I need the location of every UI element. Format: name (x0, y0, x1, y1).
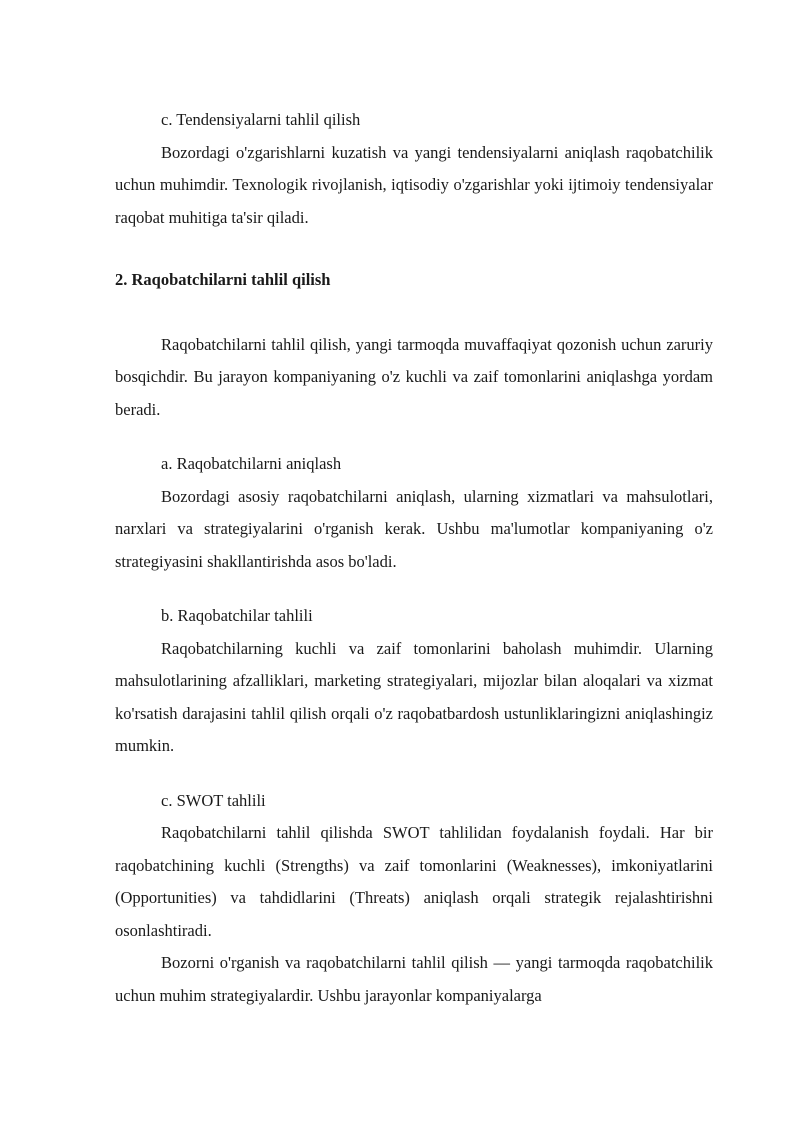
document-page (115, 104, 713, 1012)
subsection-title-analysis: b. Raqobatchilar tahlili (161, 606, 313, 625)
paragraph-identify: Bozordagi asosiy raqobatchilarni aniqlash, ularning xizmatlari va mahsulotlari, narxlari va strategiyalarini o'rganish kerak. Ushbu ma'lumotlar kompaniyaning o'z strategiyasini shakllantirishda asos bo'ladi. (115, 486, 713, 571)
paragraph-analysis: Raqobatchilarning kuchli va zaif tomonlarini baholash muhimdir. Ularning mahsulotlarining afzalliklari, marketing strategiyalari, mijozlar bilan aloqalari va xizmat ko'rsatish darajasini tahlil qilish orqali o'z raqobatbardosh ustunliklaringizni aniqlashingiz mumkin. (115, 638, 713, 755)
paragraph-closing: Bozorni o'rganish va raqobatchilarni tahlil qilish — yangi tarmoqda raqobatchilik uchun muhim strategiyalardir. Ushbu jarayonlar kompaniyalarga (115, 953, 713, 1005)
subsection-title-swot: c. SWOT tahlili (161, 790, 266, 810)
paragraph-swot: Raqobatchilarni tahlil qilishda SWOT tahlilidan foydalanish foydali. Har bir raqobatchining kuchli (Strengths) va zaif tomonlarini (Weaknesses), imkoniyatlarini (Opportunities) va tahdidlarini (Threats) aniqlash orqali strategik rejalashtirishni osonlashtiradi. (115, 823, 713, 940)
subsection-title-trends: c. Tendensiyalarni tahlil qilish (161, 110, 361, 129)
paragraph-intro: Raqobatchilarni tahlil qilish, yangi tarmoqda muvaffaqiyat qozonish uchun zaruriy bosqichdir. Bu jarayon kompaniyaning o'z kuchli va zaif tomonlarini aniqlashga yordam beradi. (115, 334, 713, 419)
subsection-title-identify: a. Raqobatchilarni aniqlash (161, 454, 342, 473)
paragraph-trends: Bozordagi o'zgarishlarni kuzatish va yangi tendensiyalarni aniqlash raqobatchilik uchun muhimdir. Texnologik rivojlanish, iqtisodiy o'zgarishlar yoki ijtimoiy tendensiyalar raqobat muhitiga ta'sir qiladi. (115, 142, 713, 227)
section-heading-competitor-analysis: 2. Raqobatchilarni tahlil qilish (115, 270, 331, 289)
